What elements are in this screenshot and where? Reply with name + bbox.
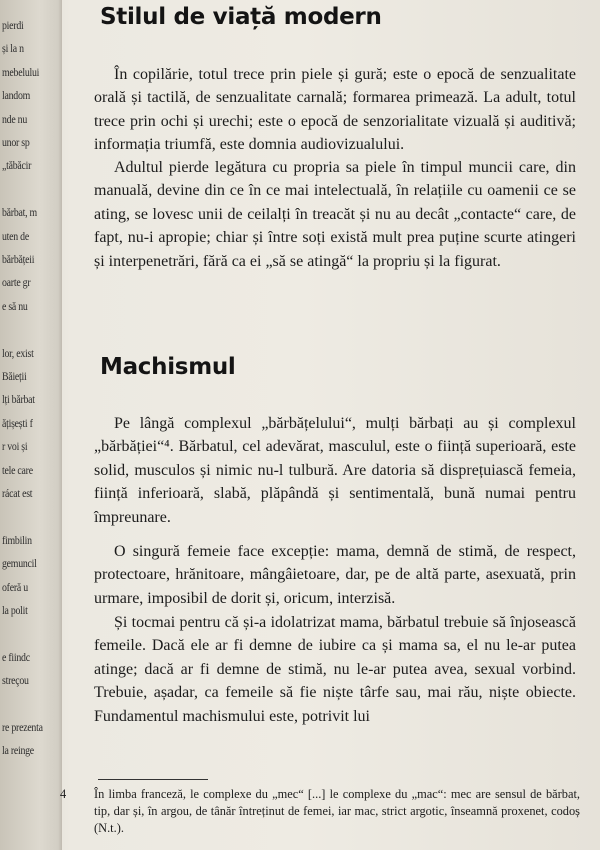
footnote-text: În limba franceză, le complexe du „mec“ [...] le complexe du „mac“: mec are sensul de bărbat, tip, dar și, în argou, de tânăr întreținut de femei, iar mac, strict argotic, înseamnă proxenet, codoș (N.t.). bbox=[94, 787, 580, 835]
section-heading-modern-lifestyle: Stilul de viață modern bbox=[100, 4, 382, 30]
adjacent-page-fragment: fimbilin bbox=[2, 532, 32, 547]
adjacent-page-fragment: re prezenta bbox=[2, 720, 43, 734]
adjacent-page-fragment: la reinge bbox=[2, 743, 34, 758]
adjacent-page-fragment: rácat est bbox=[2, 486, 33, 500]
adjacent-page-fragment: pierdi bbox=[2, 18, 24, 32]
adjacent-page-fragment: r voi și bbox=[2, 439, 28, 454]
adjacent-page-fragment: gemuncil bbox=[2, 556, 37, 571]
adjacent-page-fragment: la polit bbox=[2, 603, 28, 617]
footnote-number: 4 bbox=[60, 787, 67, 801]
adjacent-page-fragment: unor sp bbox=[2, 135, 30, 149]
adjacent-page-fragment: lți bărbat bbox=[2, 392, 35, 407]
adjacent-page-fragment: oferă u bbox=[2, 579, 28, 594]
adjacent-page-fragment: lor, exist bbox=[2, 345, 34, 360]
adjacent-page-fragment: nde nu bbox=[2, 111, 28, 126]
adjacent-page-fragment: e să nu bbox=[2, 298, 28, 313]
paragraph-idolized-mother: Și tocmai pentru că și-a idolatrizat mama, bărbatul trebuie să înjosească femeile. Dacă ele ar fi demne de iubire ca și mama sa, el nu le-ar putea atinge; dacă ar fi demne de stimă, nu le-ar putea avea, sexual vorbind. Trebuie, așadar, ca femeile să fie niște târfe sau, mai rău, niște obiecte. Fundamentul machismului este, potrivit lui bbox=[94, 614, 576, 725]
adjacent-page-fragment: oarte gr bbox=[2, 275, 31, 290]
adjacent-page-fragment: și la n bbox=[2, 41, 24, 56]
adjacent-page-fragment: Băieții bbox=[2, 369, 27, 383]
paragraph-childhood: În copilărie, totul trece prin piele și gură; este o epocă de senzualitate orală și tactilă, de senzualitate carnală; formarea primează. La adult, totul trece prin ochi și urechi; este o epocă de senzorialitate vizuală și auditivă; informația triumfă, este domnia audiovizualului. bbox=[94, 66, 576, 154]
adjacent-page-fragment: mebelului bbox=[2, 64, 40, 79]
paragraph-mother-exception: O singură femeie face excepție: mama, demnă de stimă, de respect, protectoare, hrănitoare, mângâietoare, dar, pe de altă parte, asexuată, prin urmare, imposibil de dorit și, oricum, interzisă. bbox=[94, 543, 576, 607]
section-heading-machismo: Machismul bbox=[100, 354, 236, 380]
adjacent-page-fragment: „tăbăcir bbox=[2, 158, 32, 173]
adjacent-page-fragment: landom bbox=[2, 88, 31, 103]
footnote bbox=[60, 786, 580, 837]
adjacent-page-fragment: streçou bbox=[2, 673, 29, 688]
paragraph-complex: Pe lângă complexul „bărbățelului“, mulți bărbați au și complexul „bărbăției“⁴. Bărbatul, cel adevărat, masculul, este o ființă superioară, este solid, musculos și nimic nu-l tulbură. Are datoria să disprețuiască femeia, ființă inferioară, slabă, plăpândă și sentimentală, bună numai pentru împreunare. bbox=[94, 415, 576, 526]
adjacent-page-fragment: bărbat, m bbox=[2, 205, 37, 220]
adjacent-page-fragment: bărbățeii bbox=[2, 252, 35, 266]
footnote-divider bbox=[98, 779, 208, 780]
adjacent-page-fragment: ățișești f bbox=[2, 415, 33, 430]
adjacent-page-fragment: uten de bbox=[2, 228, 29, 243]
paragraph-adult-loses-touch: Adultul pierde legătura cu propria sa piele în timpul muncii care, din manuală, devine din ce în ce mai intelectuală, în relațiile cu oamenii ce se ating, se lovesc unii de ceilalți în treacăt și nu au decât „contacte“ care, de fapt, nu-i apropie; chiar și între soți există mult prea puține scurte atingeri și interpenetrări, fără ca ei „să se atingă“ la propriu și la figurat. bbox=[94, 159, 576, 270]
adjacent-page-edge bbox=[0, 0, 62, 850]
adjacent-page-fragment: tele care bbox=[2, 462, 33, 477]
adjacent-page-fragment: e fiindc bbox=[2, 649, 30, 664]
